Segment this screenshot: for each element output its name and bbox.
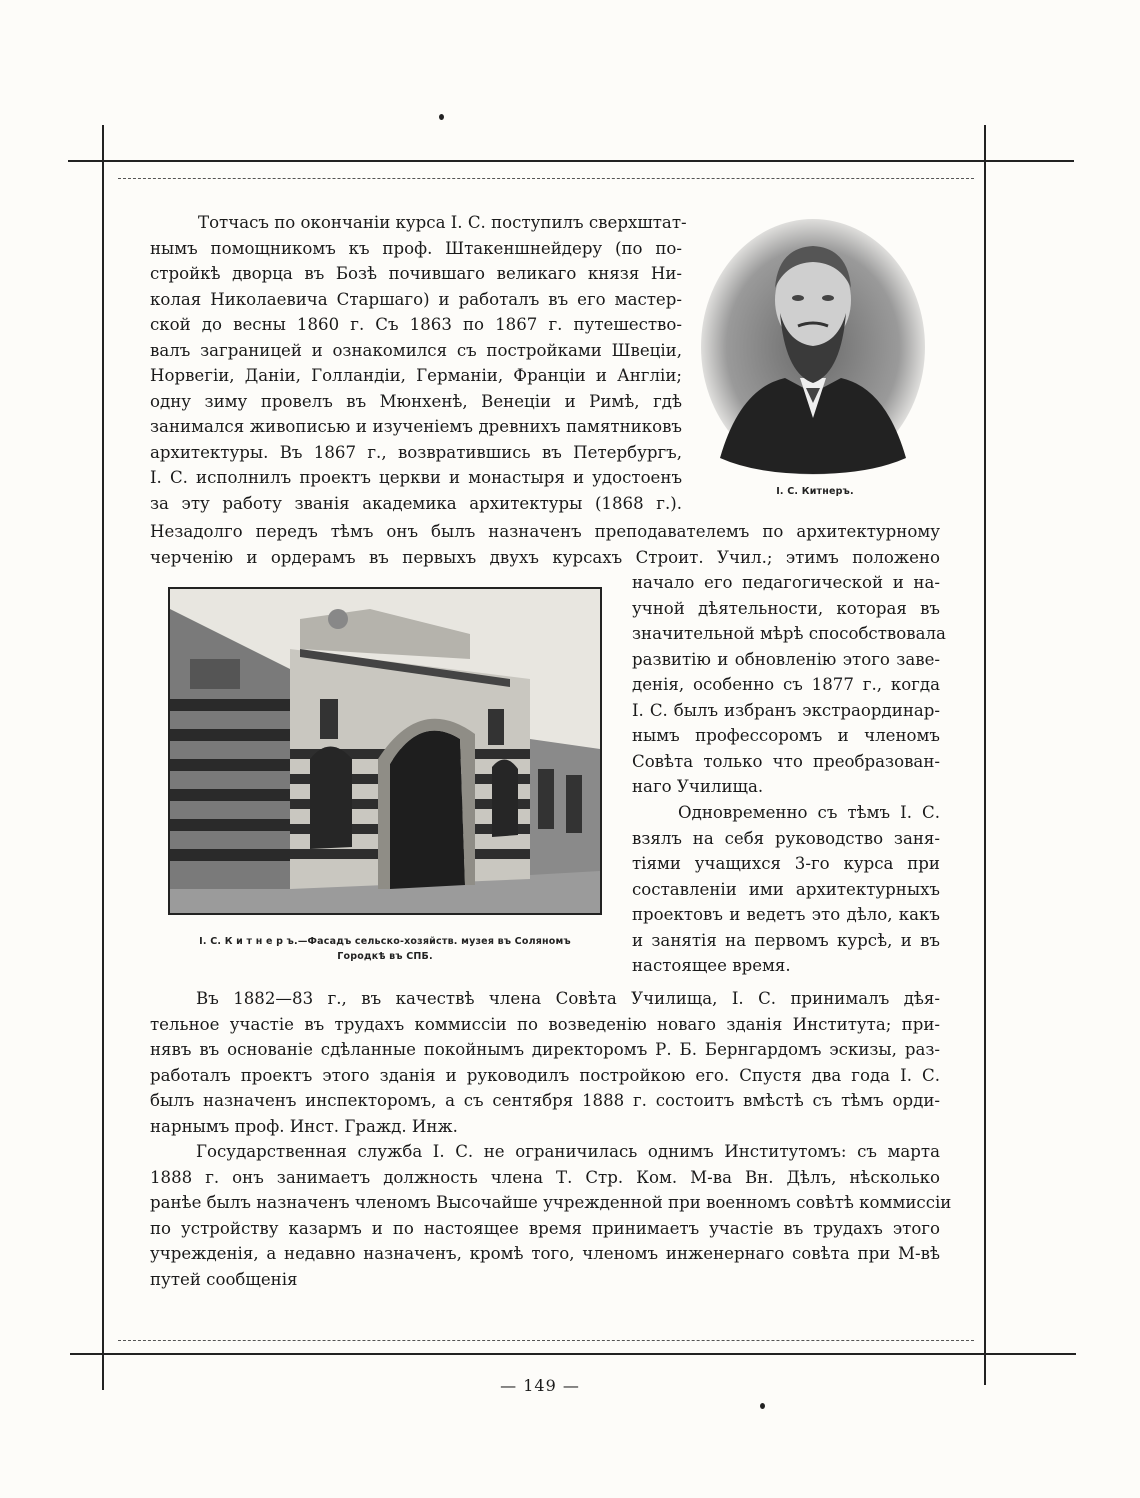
paragraph-1-wide (150, 519, 940, 570)
text-line: былъ назначенъ инспекторомъ, а съ сентября 1888 г. состоитъ вмѣстѣ съ тѣмъ орди- (150, 1091, 940, 1110)
text-line: I. С. былъ избранъ экстраординар- (632, 700, 940, 720)
text-line: работалъ проектъ этого зданiя и руководилъ постройкою его. Спустя два года I. С. (150, 1065, 940, 1085)
text-line: тельное участiе въ трудахъ коммиссiи по возведенiю новаго зданiя Института; при- (150, 1014, 940, 1034)
text-line: I. С. исполнилъ проектъ церкви и монастыря и удостоенъ (150, 468, 682, 487)
bottom-rule (70, 1353, 1076, 1355)
text-line: нявъ въ основанiе сдѣланные покойнымъ директоромъ Р. Б. Бернгардомъ эскизы, раз- (150, 1040, 940, 1059)
text-line: занимался живописью и изученiемъ древнихъ памятниковъ (150, 417, 682, 436)
text-line: архитектуры. Въ 1867 г., возвратившись въ Петербургъ, (150, 442, 682, 462)
text-line: Одновременно съ тѣмъ I. С. (678, 803, 940, 822)
text-line: и занятiя на первомъ курсѣ, и въ (632, 930, 940, 950)
text-line: учной дѣятельности, которая въ (632, 598, 940, 618)
text-line: черченiю и ордерамъ въ первыхъ двухъ курсахъ Строит. Учил.; этимъ положено (150, 547, 940, 567)
text-line: 1888 г. онъ занимаетъ должность члена Т. Стр. Ком. М-ва Вн. Дѣлъ, нѣсколько (150, 1167, 940, 1187)
text-line: нымъ помощникомъ къ проф. Штакеншнейдеру (по по- (150, 238, 682, 258)
right-vertical-rule (984, 125, 986, 1385)
photo-caption (160, 934, 610, 964)
text-line: за эту работу званiя академика архитектуры (1868 г.). (150, 493, 682, 513)
text-line: Въ 1882—83 г., въ качествѣ члена Совѣта Училища, I. С. принималъ дѣя- (196, 989, 940, 1008)
text-line: значительной мѣрѣ способствовала (632, 624, 946, 643)
paragraph-1-top (150, 210, 687, 516)
portrait-caption: I. С. Китнеръ. (776, 486, 854, 497)
text-line: денiя, особенно съ 1877 г., когда (632, 675, 940, 694)
paragraph-2 (632, 800, 940, 979)
text-line: Государственная служба I. С. не ограничилась однимъ Институтомъ: съ марта (196, 1142, 940, 1161)
text-line: нымъ профессоромъ и членомъ (632, 726, 940, 745)
paragraph-1-right (632, 570, 946, 800)
text-line: тiями учащихся 3-го курса при (632, 854, 940, 873)
text-line: составленiи ими архитектурныхъ (632, 879, 940, 899)
text-line: настоящее время. (632, 956, 791, 975)
text-line: развитiю и обновленiю этого заве- (632, 649, 940, 669)
bottom-dashed-rule (118, 1340, 974, 1341)
photo-caption-line2: Городкѣ въ СПБ. (337, 951, 433, 962)
top-rule (68, 160, 1074, 162)
portrait-image (700, 218, 926, 476)
text-line: учрежденiя, а недавно назначенъ, кромѣ того, членомъ инженернаго совѣта при М-вѣ (150, 1244, 940, 1263)
text-line: Норвегiи, Данiи, Голландiи, Германiи, Францiи и Англiи; (150, 366, 682, 385)
text-line: взялъ на себя руководство заня- (632, 828, 940, 848)
text-line: наго Училища. (632, 777, 764, 796)
text-line: Незадолго передъ тѣмъ онъ былъ назначенъ преподавателемъ по архитектурному (150, 522, 940, 541)
text-line: нарнымъ проф. Инст. Гражд. Инж. (150, 1116, 458, 1136)
text-line: Совѣта только что преобразован- (632, 751, 940, 771)
ornament-dot (760, 1403, 765, 1409)
text-line: начало его педагогической и на- (632, 573, 940, 592)
text-line: одну зиму провелъ въ Мюнхенѣ, Венецiи и Римѣ, гдѣ (150, 391, 682, 411)
text-line: проектовъ и ведетъ это дѣло, какъ (632, 905, 940, 924)
text-line: путей сообщенiя (150, 1269, 298, 1289)
text-line: ранѣе былъ назначенъ членомъ Высочайше учрежденной при военномъ совѣтѣ коммиссiи (150, 1193, 952, 1212)
page-number: — 149 — (500, 1376, 580, 1395)
ornament-dot (439, 114, 444, 120)
paragraph-3 (150, 986, 940, 1139)
photo-caption-line1: I. С. К и т н е р ъ.—Фасадъ сельско-хозяйств. музея въ Соляномъ (199, 936, 571, 947)
text-line: Тотчасъ по окончанiи курса I. С. поступилъ сверхштат- (198, 213, 687, 232)
text-line: колая Николаевича Старшаго) и работалъ въ его мастер- (150, 289, 682, 309)
text-line: стройкѣ дворца въ Бозѣ почившаго великаго князя Ни- (150, 264, 682, 283)
building-facade-image (168, 587, 602, 915)
text-line: по устройству казармъ и по настоящее время принимаетъ участiе въ трудахъ этого (150, 1218, 940, 1238)
left-vertical-rule (102, 125, 104, 1390)
paragraph-4 (150, 1139, 952, 1292)
top-dashed-rule (118, 178, 974, 179)
text-line: валъ заграницей и ознакомился съ постройками Швецiи, (150, 340, 682, 360)
text-line: ской до весны 1860 г. Съ 1863 по 1867 г. путешество- (150, 315, 682, 334)
